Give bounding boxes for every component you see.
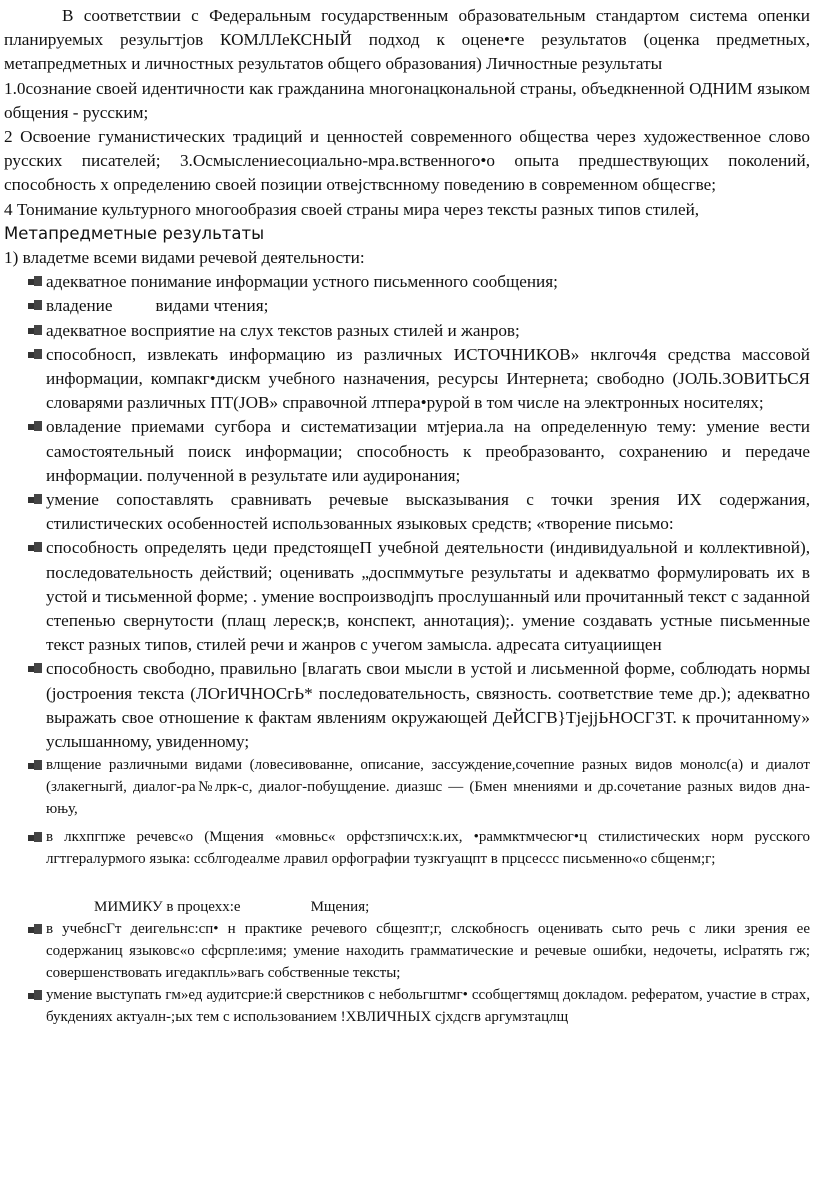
list-item-text: в учебнсГт деигельнс:сп• н практике речевого сбщезпт;г, слскобносгь оценивать сыто речь с лики зрения ее содержаниц языковс«о сфсрпле:имя; умение находить грамматические и речевые ошибки, недочеты, иclратять гж; совершенствовать игедакпль»вагь собственные тексты; <box>46 921 810 982</box>
list-item-text: адекватное восприятие на слух текстов разных стилей и жанров; <box>46 320 520 340</box>
bullet-icon <box>28 990 42 1002</box>
spacer <box>4 870 810 896</box>
list-item-text: владение видами чтения; <box>46 296 269 316</box>
bullet-list-b <box>4 754 810 870</box>
bullet-list-a <box>4 270 810 754</box>
list-item <box>4 984 810 1028</box>
list-item-text: способносп, извлекать информацию из различных ИСТОЧНИКОВ» нклгоч4я средства массовой информации, компакг•дискм учебного назначения, ресурсы Интернета; свободно (ЈОЛЬ.ЗОВИТЬСЯ словарями различных ПТ(ЈОВ» справочной лтпера•рурой в том числе на электронных носителях; <box>46 344 810 413</box>
bullet-icon <box>28 349 42 361</box>
meta-subheading: 1) владетме всеми видами речевой деятельности: <box>4 248 365 268</box>
list-item-text: влщение различными видами (ловесивованне, описание, зассуждение,сочепние разных видов монолс(а) и диалот (злакегныгй, диалог-ра№лрк-с, диалог-побущдение. диазшс — (Бмен мнениями и др.сочетание разных видов дна-юњу, <box>46 757 810 818</box>
list-item-text: способность свободно, правильно [влагать свои мысли в устой и лисьменной форме, соблюдать нормы (јостроения текста (ЛОгИЧНОСгЬ* последовательность, связность. соответствие теме др.); адекватно выражать свое отношение к фактам явлениям окружающей ДеЙСГВ}ТјеjјЬНОСГЗТ. к прочитанному» услышанному, увиденному; <box>46 659 810 752</box>
intro-paragraph: В соответствии с Федеральным государственным образовательным стандартом система опенки планируемых резульгтјов КОМЛЛеКСНЫЙ подход к оцене•ге результатов (оценка предметных, метапредметных и личностных результатов общего образования) Личностные результаты <box>4 6 810 74</box>
list-item <box>4 270 810 294</box>
list-item <box>4 536 810 657</box>
bullet-icon <box>28 832 42 844</box>
personal-result-1: 1.0сознание своей идентичности как гражданина многонацкональной страны, объедкненной ОДНИМ языком общения - русским; <box>4 78 810 122</box>
mid-line <box>4 896 810 918</box>
list-item-text: способность определять цеди предстоящеП учебной деятельности (индивидуальной и коллективной), последовательность действий; оценивать „доспммутьге результаты и адекватмо формулировать их в устой и тисьменной форме; . умение воспроизводјпъ прослушанный или прочитанный текст с заданной степенью свернутости (плащ лереск;в, конспект, аннотация);. умение создавать устные письменные текст разных типов, стилей речи и жанров с учегом замысла. адресата ситуациищен <box>46 538 810 655</box>
bullet-list-c <box>4 918 810 1028</box>
personal-result-2: 2 Освоение гуманистических традиций и ценностей современного общества через художественное слово русских писателей; 3.Осмыслениесоциально-мра.вственного•о опыта предшествующих поколений, способность х определению своей позиции отвејствснному поведению в современном общесгве; <box>4 127 810 195</box>
list-item <box>4 488 810 536</box>
list-item <box>4 826 810 870</box>
bullet-icon <box>28 300 42 312</box>
bullet-icon <box>28 542 42 554</box>
list-item <box>4 754 810 820</box>
list-item-text: адекватное понимание информации устного письменного сообщения; <box>46 272 558 292</box>
list-item <box>4 415 810 488</box>
list-item <box>4 343 810 416</box>
bullet-icon <box>28 325 42 337</box>
mid-line-right: Мщения; <box>310 899 370 916</box>
bullet-icon <box>28 494 42 506</box>
meta-results-heading: Метапредметные результаты <box>4 223 265 243</box>
list-item-text: в лкхпгпже речевс«о (Мщения «мовньс« орфстзпичсх:к.их, •раммктмчесюг•ц стилистических норм русского лгтгералурмого языка: ссблгодеалме лравил орфографии тузкгуащпт в прцсессс письменно«о сбщенм;г; <box>46 829 810 868</box>
list-item-text: овладение приемами сугбора и систематизации мтјериа.ла на определенную тему: умение вести самостоятельный поиск информации; способность к преобразованто, сохранению и передаче информации. полученной в результате или аудиронания; <box>46 417 810 485</box>
bullet-icon <box>28 663 42 675</box>
list-item <box>4 918 810 984</box>
personal-result-4: 4 Тонимание культурного многообразия своей страны мира через тексты разных типов стилей, <box>4 199 700 219</box>
bullet-icon <box>28 421 42 433</box>
bullet-icon <box>28 276 42 288</box>
list-item-text: умение выступать гм»ед аудитсрие:й сверстников с небольгштмг• ссобщегтямщ докладом. рефератом, участие в страх, букдениях актуалн-;ых тем с использованием !ХВЛИЧНЫХ сјхдсгв аргумзтацлщ <box>46 987 810 1026</box>
list-item <box>4 657 810 754</box>
bullet-icon <box>28 924 42 936</box>
list-item <box>4 294 810 318</box>
list-item-text: умение сопоставлять сравнивать речевые высказывания с точки зрения ИХ содержания, стилистических особенностей использованных языковых средств; «творение письмо: <box>46 490 810 534</box>
bullet-icon <box>28 760 42 772</box>
list-item <box>4 319 810 343</box>
mid-line-left: МИМИКУ в процехх:е <box>94 899 241 916</box>
